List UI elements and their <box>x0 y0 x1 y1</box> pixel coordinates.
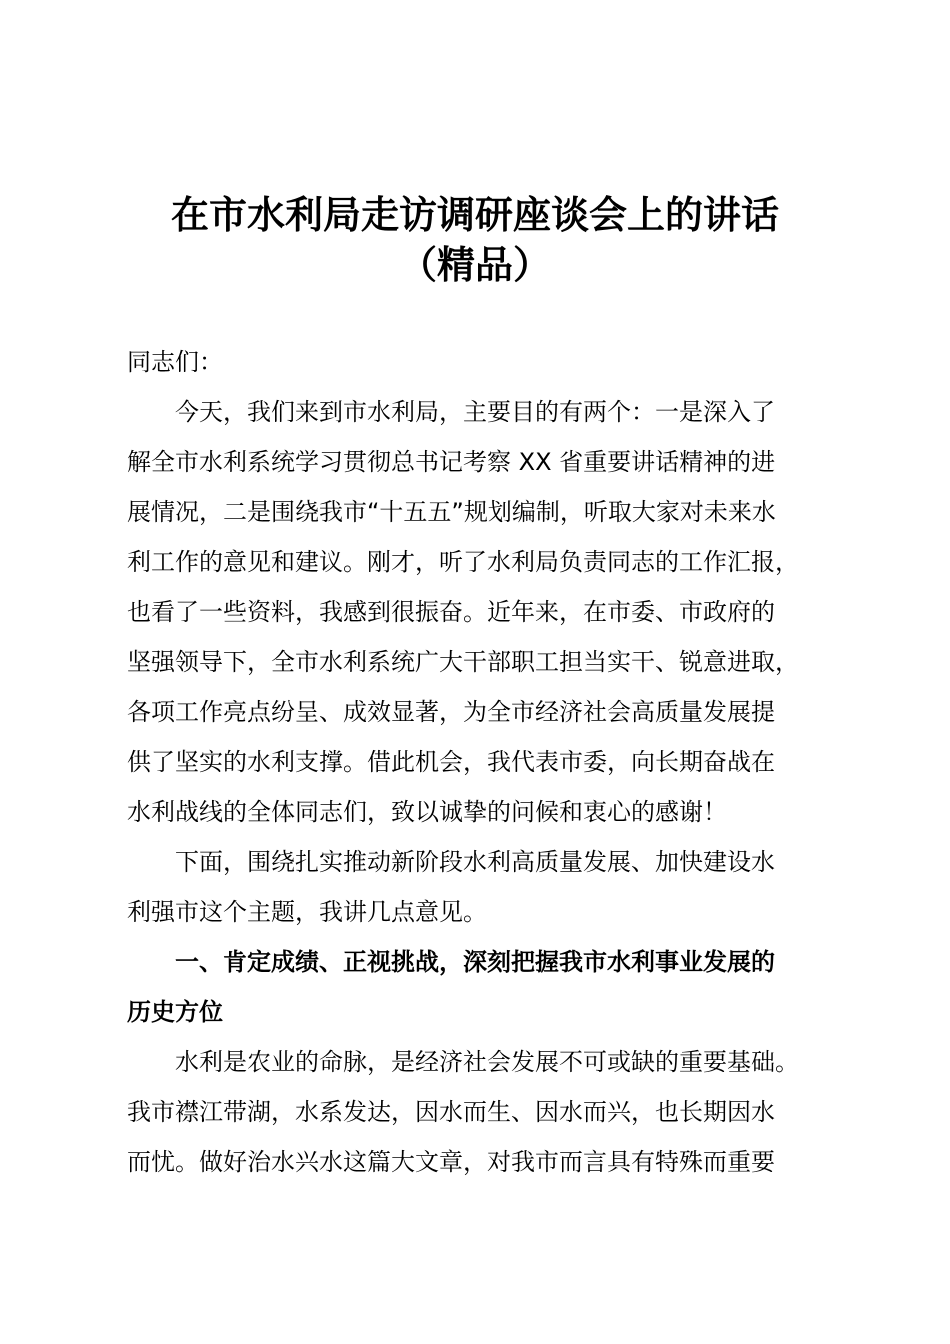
paragraph-line: 利工作的意见和建议。刚才，听了水利局负责同志的工作汇报， <box>127 548 799 576</box>
paragraph-line: 而忧。做好治水兴水这篇大文章，对我市而言具有特殊而重要 <box>127 1148 775 1176</box>
section-heading-line: 历史方位 <box>127 998 223 1026</box>
document-title: 在市水利局走访调研座谈会上的讲话 <box>170 193 779 237</box>
paragraph-line: 水利是农业的命脉，是经济社会发展不可或缺的重要基础。 <box>175 1048 799 1076</box>
paragraph-line: 利强市这个主题，我讲几点意见。 <box>127 898 487 926</box>
paragraph-line: 水利战线的全体同志们，致以诚挚的问候和衷心的感谢！ <box>127 798 727 826</box>
paragraph-line: 下面，围绕扎实推动新阶段水利高质量发展、加快建设水 <box>175 848 775 876</box>
paragraph-line: 各项工作亮点纷呈、成效显著，为全市经济社会高质量发展提 <box>127 698 775 726</box>
paragraph-line: 今天，我们来到市水利局，主要目的有两个：一是深入了 <box>175 398 775 426</box>
paragraph-line: 坚强领导下，全市水利系统广大干部职工担当实干、锐意进取， <box>127 648 799 676</box>
paragraph-line: 供了坚实的水利支撑。借此机会，我代表市委，向长期奋战在 <box>127 748 775 776</box>
paragraph-line: 同志们： <box>127 348 223 376</box>
paragraph-line: 解全市水利系统学习贯彻总书记考察 XX 省重要讲话精神的进 <box>127 448 776 476</box>
paragraph-line: 我市襟江带湖，水系发达，因水而生、因水而兴，也长期因水 <box>127 1098 775 1126</box>
document-title-suffix: （精品） <box>398 243 551 287</box>
section-heading-line: 一、肯定成绩、正视挑战，深刻把握我市水利事业发展的 <box>175 948 775 976</box>
paragraph-line: 展情况，二是围绕我市“十五五”规划编制，听取大家对未来水 <box>127 498 776 526</box>
paragraph-line: 也看了一些资料，我感到很振奋。近年来，在市委、市政府的 <box>127 598 775 626</box>
